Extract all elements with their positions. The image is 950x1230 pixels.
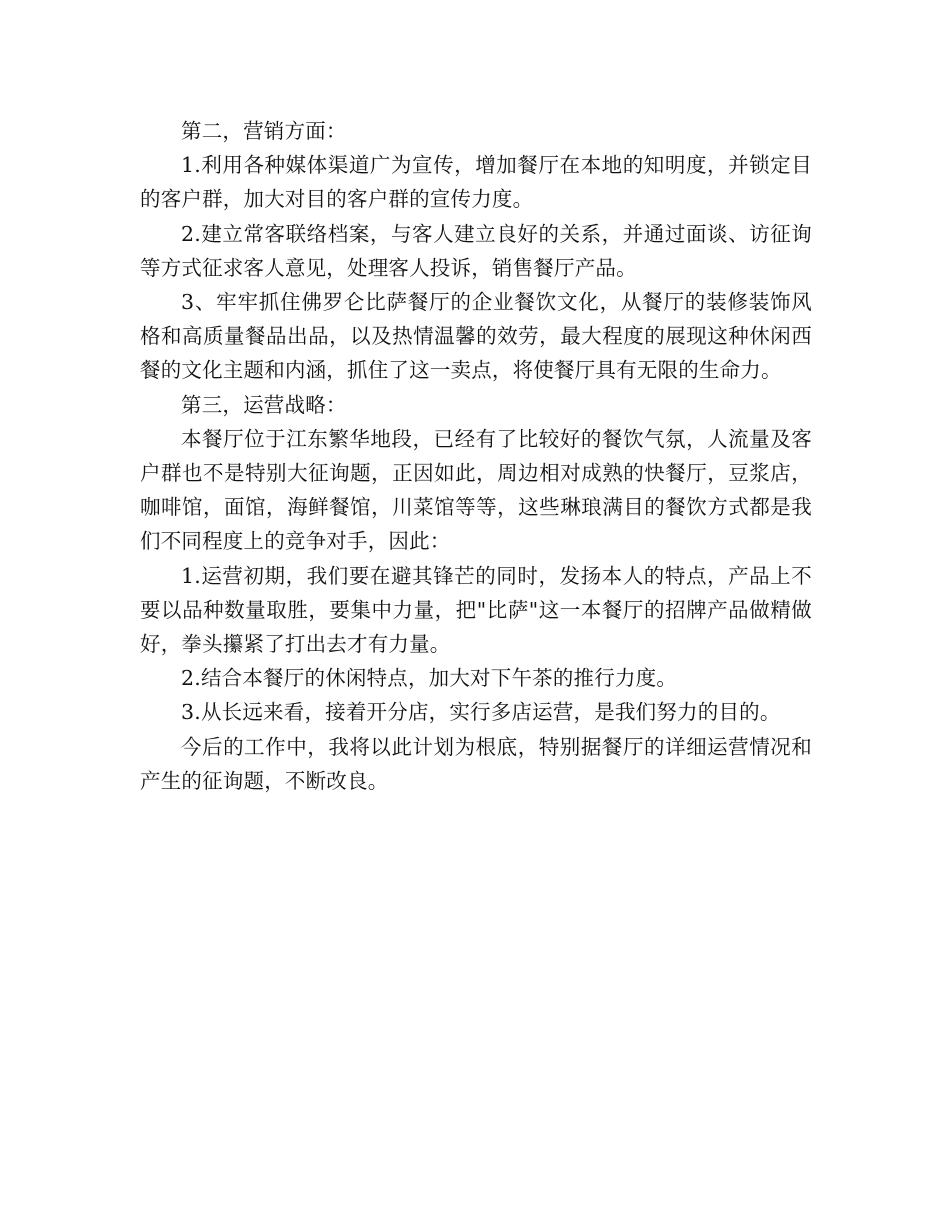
operations-item-1: 1.运营初期，我们要在避其锋芒的同时，发扬本人的特点，产品上不要以品种数量取胜，要集中力量，把"比萨"这一本餐厅的招牌产品做精做好，拳头攥紧了打出去才有力量。 xyxy=(140,563,812,657)
operations-item-3: 3.从长远来看，接着开分店，实行多店运营，是我们努力的目的。 xyxy=(181,700,781,725)
marketing-item-2: 2.建立常客联络档案，与客人建立良好的关系，并通过面谈、访征询等方式征求客人意见，处理客人投诉，销售餐厅产品。 xyxy=(140,221,812,280)
closing-paragraph: 今后的工作中，我将以此计划为根底，特别据餐厅的详细运营情况和产生的征询题，不断改良。 xyxy=(140,734,812,793)
document-body xyxy=(140,114,812,798)
operations-item-2: 2.结合本餐厅的休闲特点，加大对下午茶的推行力度。 xyxy=(181,666,678,691)
heading-operations-strategy: 第三，运营战略： xyxy=(181,392,347,417)
marketing-item-3: 3、牢牢抓住佛罗仑比萨餐厅的企业餐饮文化，从餐厅的装修装饰风格和高质量餐品出品，以及热情温馨的效劳，最大程度的展现这种休闲西餐的文化主题和内涵，抓住了这一卖点，将使餐厅具有无限的生命力。 xyxy=(140,290,812,383)
heading-marketing: 第二，营销方面： xyxy=(181,119,347,143)
operations-intro-paragraph: 本餐厅位于江东繁华地段，已经有了比较好的餐饮气氛，人流量及客户群也不是特别大征询题，正因如此，周边相对成熟的快餐厅，豆浆店，咖啡馆，面馆，海鲜餐馆，川菜馆等等，这些琳琅满目的餐饮方式都是我们不同程度上的竞争对手，因此： xyxy=(140,426,812,554)
marketing-item-1: 1.利用各种媒体渠道广为宣传，增加餐厅在本地的知明度，并锁定目的客户群，加大对目的客户群的宣传力度。 xyxy=(140,153,812,212)
